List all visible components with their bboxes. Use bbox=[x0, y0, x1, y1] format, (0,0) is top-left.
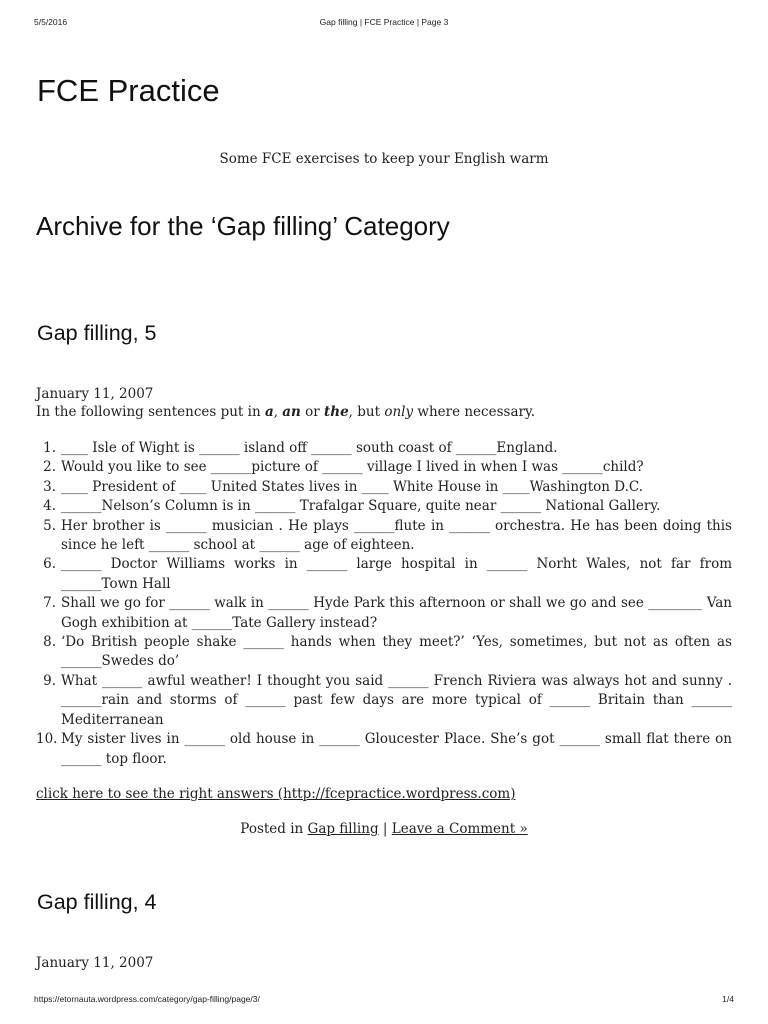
posted-in-label: Posted in bbox=[240, 821, 308, 837]
exercise-item bbox=[36, 594, 732, 633]
exercise-item bbox=[36, 517, 732, 556]
intro-separator: , bbox=[273, 404, 283, 420]
intro-text: where necessary. bbox=[413, 404, 536, 420]
intro-article-the: the bbox=[324, 404, 349, 420]
print-date: 5/5/2016 bbox=[34, 17, 68, 27]
site-title[interactable]: FCE Practice bbox=[37, 73, 220, 108]
post-title-gap-filling-5[interactable]: Gap filling, 5 bbox=[37, 321, 157, 345]
archive-title: Archive for the ‘Gap filling’ Category bbox=[36, 211, 450, 241]
item-text: What ______ awful weather! I thought you said ______ French Riviera was always hot and sunny . ______rain and storms of ______ past few days are more typical of ______ Britain than ______ Mediterranean bbox=[61, 672, 732, 728]
post-meta bbox=[0, 821, 768, 837]
exercise-item bbox=[36, 672, 732, 730]
print-header bbox=[0, 17, 768, 29]
item-number: 4. bbox=[43, 498, 56, 515]
item-text: ____ President of ____ United States lives in ____ White House in ____Washington D.C. bbox=[61, 478, 644, 495]
item-text: Would you like to see ______picture of ______ village I lived in when I was ______child? bbox=[61, 459, 644, 476]
leave-comment-link[interactable]: Leave a Comment » bbox=[391, 821, 528, 837]
intro-separator: or bbox=[300, 404, 325, 420]
intro-article-a: a bbox=[264, 404, 274, 420]
post-title-gap-filling-4[interactable]: Gap filling, 4 bbox=[37, 890, 157, 914]
exercise-item bbox=[36, 497, 732, 516]
item-text: Shall we go for ______ walk in ______ Hyde Park this afternoon or shall we go and see ________ Van Gogh exhibition at ______Tate Gallery instead? bbox=[61, 595, 732, 631]
meta-separator: | bbox=[378, 821, 392, 837]
item-number: 3. bbox=[43, 478, 56, 495]
intro-article-an: an bbox=[282, 404, 301, 420]
exercise-item bbox=[36, 730, 732, 769]
category-link[interactable]: Gap filling bbox=[307, 821, 379, 837]
intro-emphasis-only: only bbox=[384, 404, 414, 420]
print-footer bbox=[0, 994, 768, 1006]
item-text: ______Nelson’s Column is in ______ Trafalgar Square, quite near ______ National Gallery. bbox=[61, 498, 661, 515]
item-text: My sister lives in ______ old house in ______ Gloucester Place. She’s got ______ small flat there on ______ top floor. bbox=[61, 731, 732, 767]
answers-link[interactable]: click here to see the right answers (http://fcepractice.wordpress.com) bbox=[36, 786, 516, 802]
exercise-instructions bbox=[36, 404, 535, 420]
item-number: 8. bbox=[43, 634, 56, 651]
item-text: Her brother is ______ musician . He plays ______flute in ______ orchestra. He has been doing this since he left ______ school at ______ age of eighteen. bbox=[61, 517, 732, 554]
exercise-item bbox=[36, 439, 732, 458]
item-number: 1. bbox=[43, 440, 56, 456]
intro-text: , but bbox=[348, 404, 385, 420]
exercise-item bbox=[36, 458, 732, 477]
site-tagline: Some FCE exercises to keep your English warm bbox=[219, 151, 549, 167]
exercise-item bbox=[36, 633, 732, 672]
print-page-number: 1/4 bbox=[722, 994, 734, 1004]
exercise-list bbox=[36, 439, 732, 769]
exercise-item bbox=[36, 478, 732, 497]
intro-text: In the following sentences put in bbox=[36, 404, 265, 420]
item-text: ______ Doctor Williams works in ______ large hospital in ______ Norht Wales, not far from ______Town Hall bbox=[61, 556, 732, 592]
print-url: https://etornauta.wordpress.com/category/gap-filling/page/3/ bbox=[34, 994, 260, 1004]
item-number: 2. bbox=[43, 459, 56, 476]
exercise-item bbox=[36, 555, 732, 594]
item-text: ‘Do British people shake ______ hands when they meet?’ ‘Yes, sometimes, but not as often as ______Swedes do’ bbox=[61, 634, 732, 670]
item-text: ____ Isle of Wight is ______ island off ______ south coast of ______England. bbox=[61, 440, 558, 456]
item-number: 9. bbox=[43, 672, 56, 689]
post-date: January 11, 2007 bbox=[36, 386, 154, 402]
item-number: 6. bbox=[43, 556, 56, 573]
post-date: January 11, 2007 bbox=[36, 955, 154, 971]
item-number: 7. bbox=[43, 595, 56, 612]
item-number: 5. bbox=[43, 517, 56, 534]
item-number: 10. bbox=[36, 731, 58, 748]
print-page-title: Gap filling | FCE Practice | Page 3 bbox=[319, 17, 449, 27]
